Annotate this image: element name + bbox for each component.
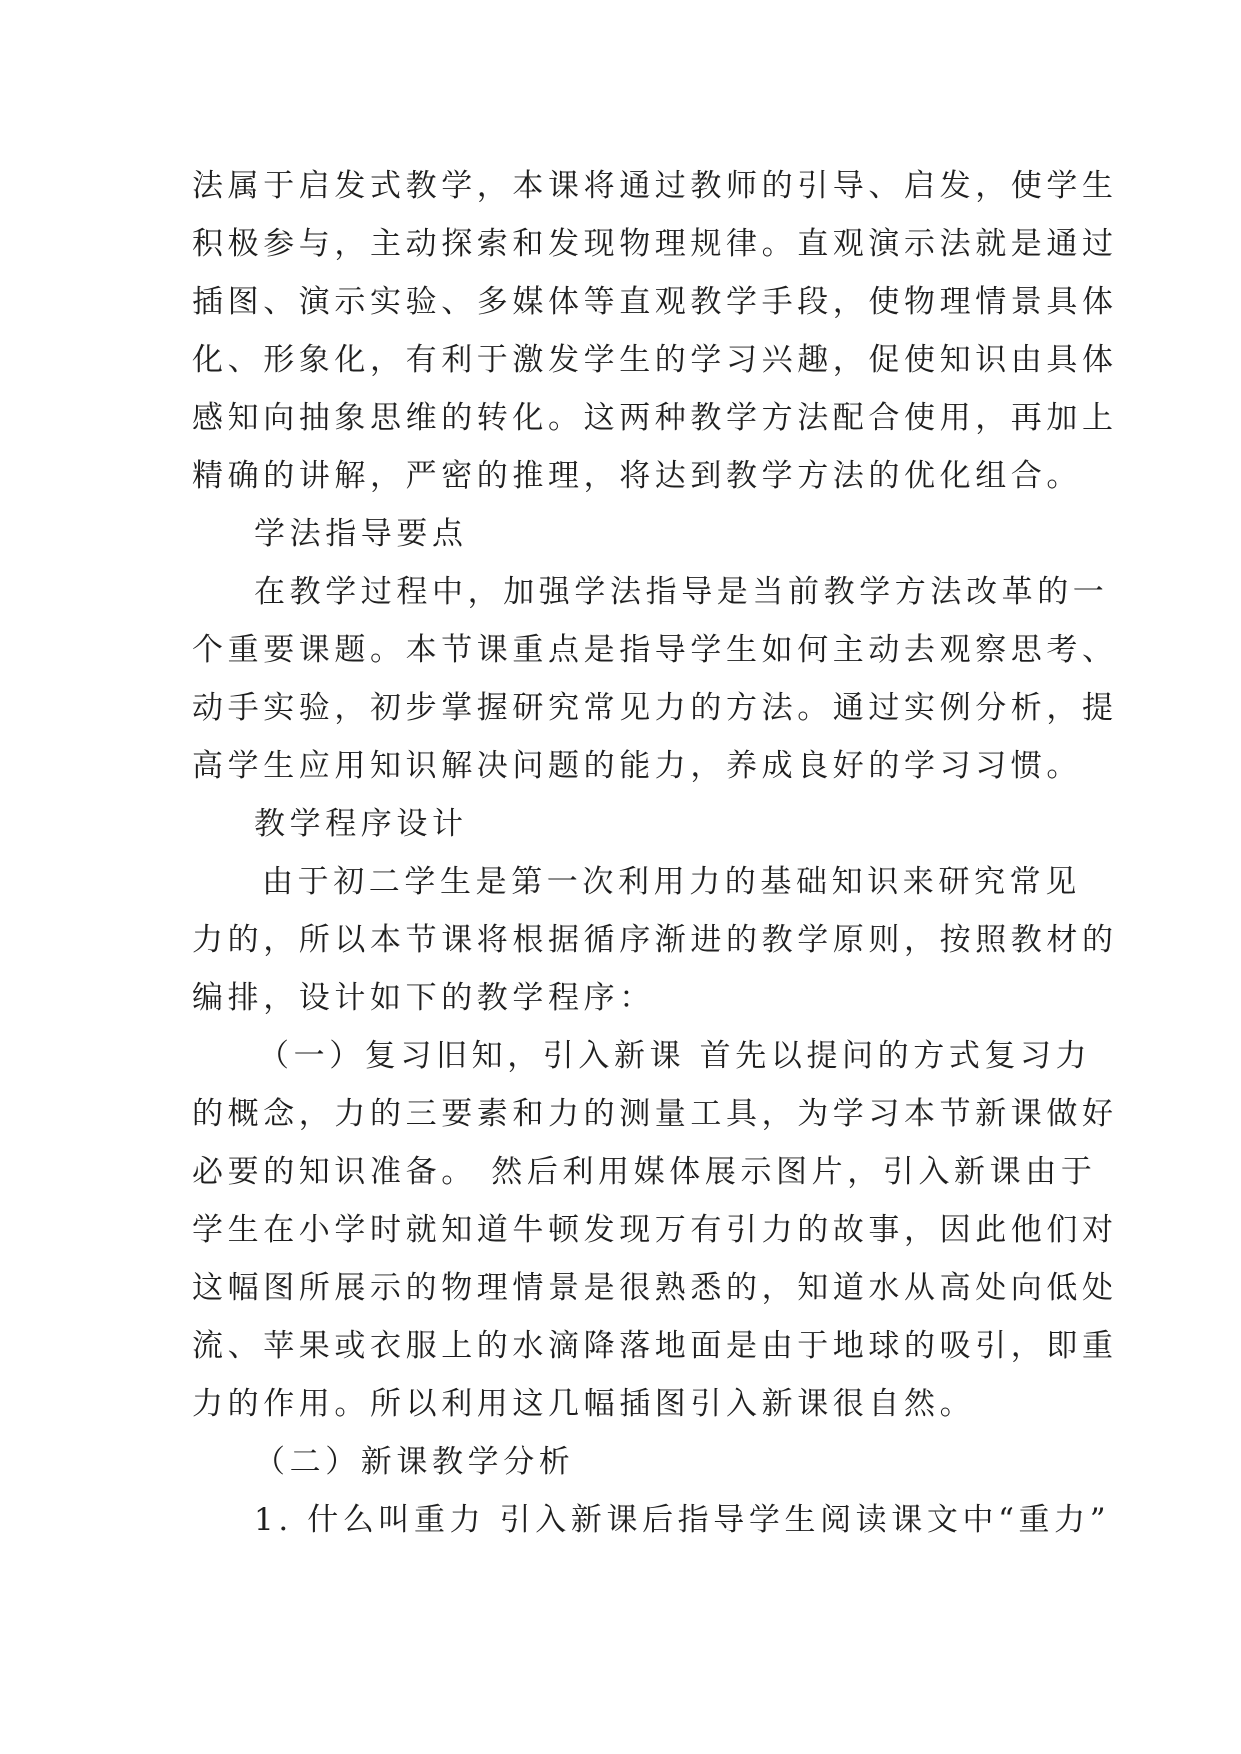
text-line: 1. 什么叫重力 引入新课后指导学生阅读课文中“重力”: [254, 1502, 1111, 1538]
text-line: 高学生应用知识解决问题的能力，养成良好的学习习惯。: [192, 748, 1082, 784]
text-line: （一）复习旧知，引入新课 首先以提问的方式复习力: [258, 1038, 1092, 1074]
text-line: 编排，设计如下的教学程序：: [192, 980, 655, 1016]
text-line: 必要的知识准备。 然后利用媒体展示图片，引入新课由于: [192, 1154, 1097, 1190]
text-line: 由于初二学生是第一次利用力的基础知识来研究常见: [262, 864, 1081, 900]
text-line: 力的作用。所以利用这几幅插图引入新课很自然。: [192, 1386, 976, 1422]
text-line: 感知向抽象思维的转化。这两种教学方法配合使用，再加上: [192, 400, 1118, 436]
text-line: 插图、演示实验、多媒体等直观教学手段，使物理情景具体: [192, 284, 1118, 320]
text-line: 学生在小学时就知道牛顿发现万有引力的故事，因此他们对: [192, 1212, 1118, 1248]
text-line: 流、苹果或衣服上的水滴降落地面是由于地球的吸引，即重: [192, 1328, 1118, 1364]
text-line: 在教学过程中，加强学法指导是当前教学方法改革的一: [254, 574, 1109, 610]
text-line: 精确的讲解，严密的推理，将达到教学方法的优化组合。: [192, 458, 1082, 494]
section-heading: 教学程序设计: [254, 806, 468, 842]
text-line: 力的，所以本节课将根据循序渐进的教学原则，按照教材的: [192, 922, 1118, 958]
section-heading: 学法指导要点: [254, 516, 468, 552]
text-line: 动手实验，初步掌握研究常见力的方法。通过实例分析，提: [192, 690, 1118, 726]
text-line: 的概念，力的三要素和力的测量工具，为学习本节新课做好: [192, 1096, 1118, 1132]
text-line: 这幅图所展示的物理情景是很熟悉的，知道水从高处向低处: [192, 1270, 1118, 1306]
text-line: 法属于启发式教学，本课将通过教师的引导、启发，使学生: [192, 168, 1118, 204]
section-heading: （二）新课教学分析: [254, 1444, 575, 1480]
text-line: 个重要课题。本节课重点是指导学生如何主动去观察思考、: [192, 632, 1118, 668]
text-line: 化、形象化，有利于激发学生的学习兴趣，促使知识由具体: [192, 342, 1118, 378]
text-line: 积极参与，主动探索和发现物理规律。直观演示法就是通过: [192, 226, 1118, 262]
